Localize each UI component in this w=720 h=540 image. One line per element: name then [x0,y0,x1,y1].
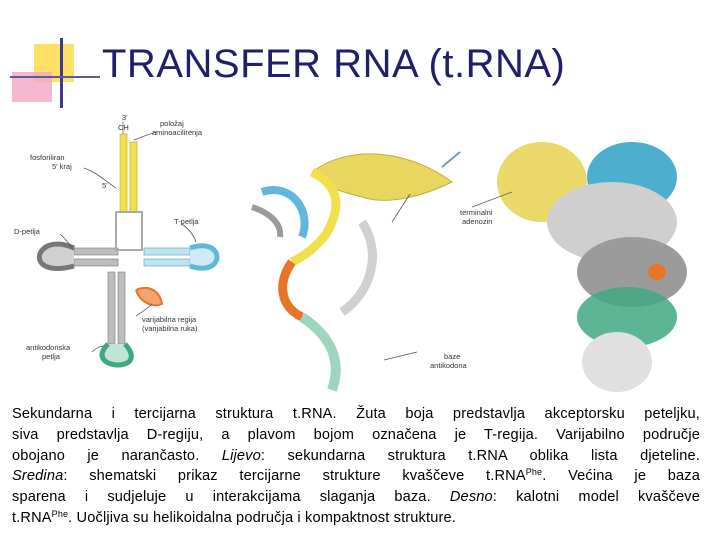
svg-text:varijabilna regija: varijabilna regija [142,315,197,324]
svg-text:5': 5' [102,181,108,190]
caption-line: Sredina: shematski prikaz tercijarne strukture kvaščeve $t.RNA^{Phe}$. Većina je baza [12,467,700,485]
anticodon-arm [102,272,131,365]
acceptor-stem [120,122,137,212]
svg-text:terminalni: terminalni [460,208,493,217]
svg-text:3': 3' [122,113,128,122]
cloverleaf-diagram [14,113,217,365]
t-arm [144,246,217,268]
svg-text:(varijabilna ruka): (varijabilna ruka) [142,324,198,333]
svg-text:T-petlja: T-petlja [174,217,199,226]
svg-text:aminoacilirenja: aminoacilirenja [152,128,203,137]
figure-caption [12,404,700,529]
variable-loop [136,288,162,305]
ribbon-structure [252,152,460,390]
space-filling-model [472,142,687,392]
caption-line: sparena i sudjeluje u interakcijama slaganja baza. Desno: kalotni model kvaščeve [12,489,700,506]
svg-text:CH: CH [118,123,129,132]
trna-figure [12,112,702,402]
svg-text:položaj: položaj [160,119,184,128]
svg-text:petlja: petlja [42,352,60,361]
decorative-vertical-bar [60,38,63,108]
caption-line: Sekundarna i tercijarna struktura t.RNA. Žuta boja predstavlja akceptorsku peteljku, [12,406,700,422]
svg-text:fosforiliran: fosforiliran [30,153,65,162]
slide-title: TRANSFER RNA (t.RNA) [102,42,566,86]
svg-text:D-petlja: D-petlja [14,227,40,236]
caption-line: obojano je narančasto. Lijevo: sekundarna struktura t.RNA oblika lista djeteline. [12,447,700,464]
d-arm [39,244,118,268]
svg-text:5' kraj: 5' kraj [52,162,72,171]
svg-text:baze: baze [444,352,461,361]
svg-text:antikodonska: antikodonska [26,343,71,352]
svg-text:antikodona: antikodona [430,361,467,370]
caption-line: siva predstavlja D-regiju, a plavom bojom označena je T-regija. Varijabilno područje [12,426,700,443]
svg-text:adenozin: adenozin [462,217,493,226]
decorative-horizontal-bar [10,76,100,78]
caption-line: $t.RNA^{Phe}$. Uočljiva su helikoidalna područja i kompaktnost strukture. [12,508,456,526]
